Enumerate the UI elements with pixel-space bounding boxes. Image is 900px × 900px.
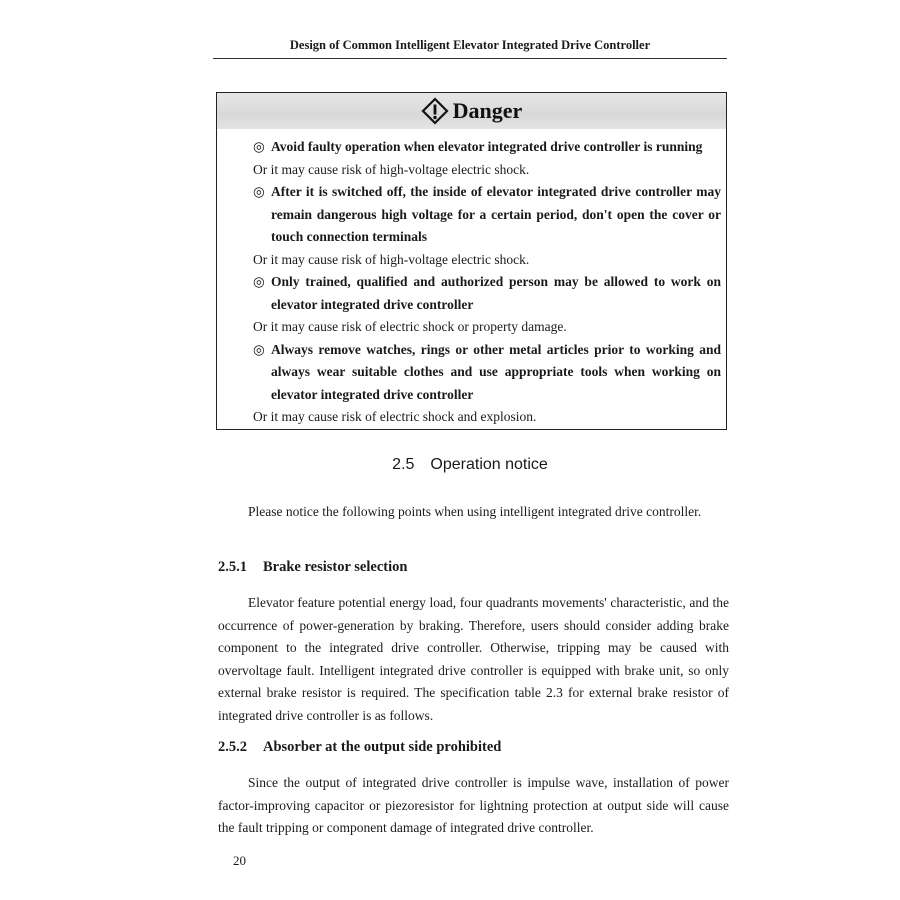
bullet-symbol: ◎ bbox=[253, 139, 265, 154]
danger-warning-1: ◎ Avoid faulty operation when elevator integrated drive controller is running bbox=[253, 136, 721, 159]
danger-consequence-2: Or it may cause risk of high-voltage electric shock. bbox=[253, 251, 530, 267]
subsection-title: Absorber at the output side prohibited bbox=[263, 739, 502, 755]
subsection-number: 2.5.2 bbox=[218, 739, 247, 755]
running-header: Design of Common Intelligent Elevator Integrated Drive Controller bbox=[289, 38, 651, 52]
subsection-heading-2 bbox=[218, 739, 729, 756]
subsection-heading-1 bbox=[218, 559, 729, 576]
section-heading bbox=[213, 456, 727, 474]
bullet-symbol: ◎ bbox=[253, 341, 265, 357]
danger-title: Danger bbox=[452, 98, 523, 123]
danger-consequence-3: Or it may cause risk of electric shock or property damage. bbox=[253, 319, 567, 334]
danger-consequence-1: Or it may cause risk of high-voltage electric shock. bbox=[253, 161, 530, 177]
warning-diamond-icon bbox=[421, 97, 449, 125]
section-title: Operation notice bbox=[430, 456, 548, 473]
subsection-title: Brake resistor selection bbox=[263, 559, 408, 575]
section-number: 2.5 bbox=[392, 456, 415, 473]
page-number: 20 bbox=[233, 853, 246, 868]
danger-warning-3: ◎ Only trained, qualified and authorized person may be allowed to work on elevator integrated drive controller bbox=[253, 271, 721, 316]
danger-list bbox=[253, 136, 721, 429]
bullet-symbol: ◎ bbox=[253, 184, 265, 199]
danger-warning-2: ◎ After it is switched off, the inside of elevator integrated drive controller may remain dangerous high voltage for a certain period, don't open the cover or touch connection terminals bbox=[253, 181, 721, 249]
bullet-symbol: ◎ bbox=[253, 274, 265, 289]
danger-warning-4: ◎ Always remove watches, rings or other metal articles prior to working and always wear suitable clothes and use appropriate tools when working on elevator integrated drive controller bbox=[253, 339, 721, 407]
danger-box bbox=[216, 92, 727, 430]
subsection-body-1: Elevator feature potential energy load, four quadrants movements' characteristic, and the occurrence of power-generation by braking. Therefore, users should consider adding brake component to the integrated drive controller. Otherwise, tripping may be caused with overvoltage fault. Intelligent integrated drive controller is equipped with brake unit, so only external brake resistor is required. The specification table 2.3 for external brake resistor of integrated drive controller is as follows. bbox=[218, 595, 729, 723]
section-intro: Please notice the following points when using intelligent integrated drive controller. bbox=[248, 504, 702, 519]
danger-consequence-4: Or it may cause risk of electric shock and explosion. bbox=[253, 409, 537, 424]
subsection-number: 2.5.1 bbox=[218, 559, 247, 575]
danger-heading bbox=[217, 95, 726, 127]
subsection-body-2: Since the output of integrated drive controller is impulse wave, installation of power factor-improving capacitor or piezoresistor for lightning protection at output side will cause the fault tripping or component damage of integrated drive controller. bbox=[218, 775, 729, 835]
header-rule bbox=[213, 58, 727, 59]
